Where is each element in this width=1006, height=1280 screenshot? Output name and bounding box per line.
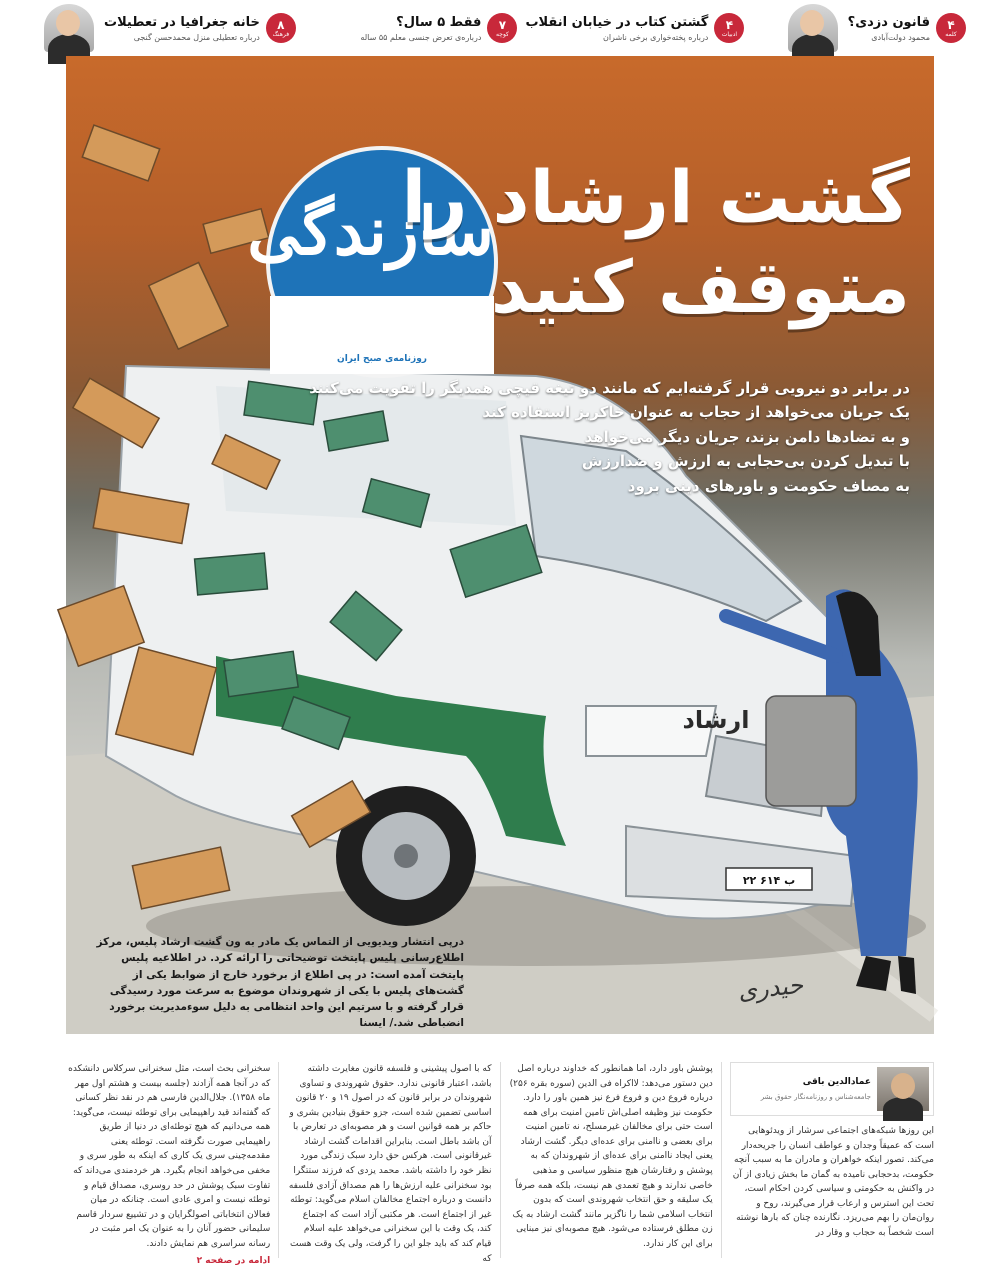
teaser-number-badge: ۸ فرهنگ [266,13,296,43]
teaser-strip [40,0,970,56]
lead-line: و به تضادها دامن بزند، جریان دیگر می‌خواهد [584,427,910,446]
author-photo [788,4,838,52]
column-divider [500,1062,501,1258]
teaser-title: قانون دزدی؟ [847,14,930,30]
column-divider [278,1062,279,1258]
column-text: پوشش باور دارد، اما همانطور که خداوند درباره اصل دین دستور می‌دهد: لااکراه فی الدین (سوره بقره ۲۵۶) درباره فروع دین و فروع فرع نیز همین باور را دارد. حکومت نیز وظیفه اصلی‌اش تامین امنیت برای همه است حتی برای مخالفان غیرمسلح، نه تامین امنیت برای بعضی و ناامنی برای عده‌ای دیگر. گشت ارشاد یعنی ایجاد ناامنی برای عده‌ای از شهروندان که به پوشش و رفتارشان هیچ منظور سیاسی و مذهبی خاصی ندارند و هیچ تعمدی هم نیست، بلکه همه صرفاً یک سلیقه و حق انتخاب شهروندی است که بدون انتخاب اسلامی شما را ناگزیر مانند گشت ارشاد به یک زن مطلق فرستاده می‌شود. هیچ مصوبه‌ای نیز مبنایی برای این کار ندارد. [509,1064,713,1249]
lead-line: یک جریان می‌خواهد از حجاب به عنوان خاکریز استفاده کند [482,403,910,422]
teaser-number-badge: ۴ کلمه [936,13,966,43]
artist-signature: حیدری [736,970,805,1006]
teaser-subtitle: محمود دولت‌آبادی [871,32,930,42]
teaser-title: گشتن کتاب در خیابان انقلاب [525,14,709,30]
teaser-subtitle: درباره‌ی تعرض جنسی معلم ۵۵ ساله [360,32,482,42]
teaser-title: فقط ۵ سال؟ [396,14,482,30]
article-column [66,1062,271,1266]
teaser-item[interactable] [300,0,522,56]
logo-wordmark: سازندگی [247,192,494,270]
column-divider [721,1062,722,1258]
license-plate-text: ۲۲ ب ۶۱۴ [742,874,796,887]
teaser-item[interactable] [521,0,748,56]
main-headline [401,152,910,332]
logo-tagline: روزنامه‌ی صبح ایران [337,354,427,364]
author-photo [877,1067,929,1111]
author-box[interactable] [730,1062,934,1116]
column-text: سخنرانی بحث است، مثل سخنرانی سرکلاس دانشکده که در آنجا همه آزادند (جلسه بیست و هشتم اول مهر ماه ۱۳۵۸). جلال‌الدین فارسی هم در نقد نظر کسانی که گفته‌اند قید راهپیمایی برای توطئه نیست، می‌گوید: همه می‌دانیم که هیچ توطئه‌ای در دنیا از طریق راهپیمایی صورت نگرفته است. توطئه یعنی مقدمه‌چینی سری یک کاری که اینکه به طور سری و مخفی می‌خواهد انجام بگیرد. هر خردمندی می‌داند که تفاوت سبک پوشش در حد روسری، مصداق قیام و توطئه نیست و امری عادی است. چنانکه در میان فعالان انتخاباتی اصولگرایان و در تشییع سردار قاسم سلیمانی حضور آنان را به عنوان یک امر مثبت در رسانه سراسری هم نمایش دادند. [68,1064,271,1249]
teaser-number-badge: ۴ ادبیات [714,13,744,43]
lead-line: به مصاف حکومت و باورهای دینی برود [627,476,910,495]
author-photo [44,4,94,52]
lead-line: در برابر دو نیرویی قرار گرفته‌ایم که مانند دو تیغه قیچی همدیگر را تقویت می‌کنند [309,379,910,397]
continuation-link[interactable]: ادامه در صفحه ۲ [196,1255,271,1266]
column-text: این روزها شبکه‌های اجتماعی سرشار از ویدئوهایی است که عمیقاً وجدان و عواطف انسان را جریحه‌دار می‌کند. تصور اینکه خواهران و مادران ما به سبب آنچه حکومت، بدحجابی نامیده به گمان ما بخش زیادی از آن در واکنش به حکومتی و سیاسی کردن احکام است، تحت این استرس و ارعاب قرار می‌گیرند، روح و روان‌مان را بهم می‌ریزد. نگارنده چنان که بارها نوشته است شخصاً به حجاب و وقار در [732,1126,934,1239]
column-text: که با اصول پیشینی و فلسفه قانون مغایرت داشته باشد، اعتبار قانونی ندارد. حقوق شهروندی و تساوی شهروندان در برابر قانون که در اصول ۱۹ و ۲۰ قانون اساسی تضمین شده است، جزو حقوق بنیادین بشری و حاکم بر همه قوانین است و هر مصوبه‌ای در تعارض با آن باشد باطل است. بنابراین اقدامات گشت ارشاد غیرقانونی است. هرکس حق دارد سبک زندگی مورد نظر خود را داشته باشد. محمد یزدی که فرزند ستتگرا بود سخنرانی علیه ارزش‌ها را هم مصداق آزادی فلسفه دانست و درباره اجتماع مخالفان اسلام می‌گوید: توطئه غیر از اجتماع است. هر مکتبی آزاد است که اجتماع کند، یک وقت با این سخنرانی می‌خواهد علیه اسلام قیام کند که باید جلو این را گرفت، ولی یک وقت هست که [288,1064,492,1264]
photo-caption: درپی انتشار ویدیویی از التماس یک مادر به ون گشت ارشاد پلیس، مرکز اطلاع‌رسانی پلیس پایتخت توضیحاتی را ارائه کرد. در اطلاعیه پلیس پایتخت آمده است: در پی اطلاع از برخورد خارج از ضوابط یکی از گشت‌های پلیس با یکی از شهروندان موضوع به سرعت مورد رسیدگی قرار گرفته و با سرتیم این واحد انتظامی به دلیل سوءمدیریت برخورد انضباطی شد./ ایسنا [96,936,464,1030]
teaser-number-badge: ۷ کوچه [487,13,517,43]
article-body [66,1062,934,1266]
van-label-text: ارشاد [682,706,750,734]
teaser-item[interactable] [40,0,300,56]
headline-line: متوقف کنید [490,245,910,329]
author-role: جامعه‌شناس و روزنامه‌نگار حقوق بشر [760,1092,871,1101]
lead-paragraph [309,376,910,498]
headline-line: گشت ارشاد را [401,155,910,239]
teaser-item[interactable] [748,0,970,56]
teaser-subtitle: درباره پخته‌خواری برخی ناشران [602,32,709,42]
author-name: عمادالدین باقی [802,1077,871,1088]
teaser-title: خانه جغرافیا در تعطیلات [104,14,260,30]
cover-illustration [66,56,934,1034]
lead-line: با تبدیل کردن بی‌حجابی به ارزش و ضدارزش [581,452,910,471]
article-column [287,1062,492,1264]
teaser-subtitle: درباره تعطیلی منزل محمدحسن گنجی [133,32,260,42]
article-column [730,1062,934,1258]
article-column [509,1062,713,1258]
